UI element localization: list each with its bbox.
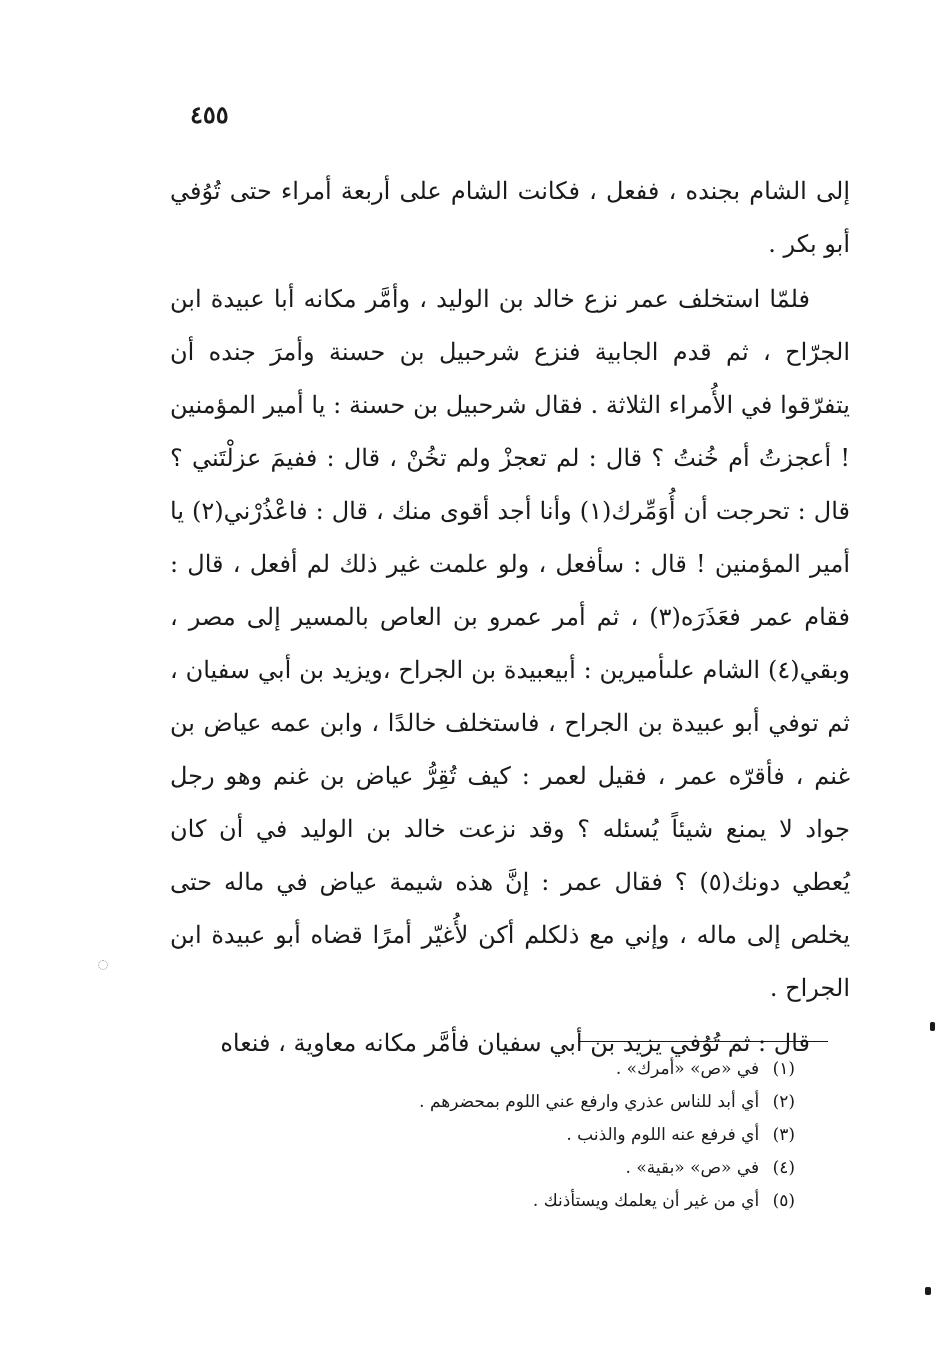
margin-mark [925, 1287, 931, 1295]
paragraph-2: فلمّا استخلف عمر نزع خالد بن الوليد ، وأمَّر مكانه أبا عبيدة ابن الجرّاح ، ثم قدم الجابية فنزع شرحبيل بن حسنة وأمرَ جنده أن يتفرّقوا في الأُمراء الثلاثة . فقال شرحبيل بن حسنة : يا أمير المؤمنين ! أعجزتُ أم خُنتُ ؟ قال : لم تعجزْ ولم تخُنْ ، قال : ففيمَ عزلْتَني ؟ قال : تحرجت أن أُوَمِّرك(١) وأنا أجد أقوى منك ، قال : فاعْذُرْني(٢) يا أمير المؤمنين ! قال : سأفعل ، ولو علمت غير ذلك لم أفعل ، قال : فقام عمر فعَذَرَه(٣) ، ثم أمر عمرو بن العاص بالمسير إلى مصر ، وبقي(٤) الشام علىأميرين : أبيعبيدة بن الجراح ،ويزيد بن أبي سفيان ، ثم توفي أبو عبيدة بن الجراح ، فاستخلف خالدًا ، وابن عمه عياض بن غنم ، فأقرّه عمر ، فقيل لعمر : كيف تُقِرُّ عياض بن غنم وهو رجل جواد لا يمنع شيئاً يُسئله ؟ وقد نزعت خالد بن الوليد في أن كان يُعطي دونك(٥) ؟ فقال عمر : إنَّ هذه شيمة عياض في ماله حتى يخلص إلى ماله ، وإني مع ذلكلم أكن لأُغيّر أمرًا قضاه أبو عبيدة ابن الجراح . [170, 285, 851, 1002]
footnote-number: (٤) [772, 1158, 795, 1178]
footnote-number: (١) [772, 1059, 795, 1079]
margin-mark [930, 1022, 935, 1031]
footnote-text: أي من غير أن يعلمك ويستأذنك . [532, 1191, 760, 1211]
main-text [170, 165, 850, 1072]
scan-speck [98, 960, 108, 970]
footnote-number: (٥) [772, 1191, 795, 1211]
footnote-5 [340, 1185, 795, 1218]
page-number: ٤٥٥ [190, 100, 229, 129]
paragraph-3: قال : ثم تُوُفي يزيد بن أبي سفيان فأمَّر مكانه معاوية ، فنعاه [220, 1029, 810, 1057]
footnote-1 [340, 1053, 795, 1086]
footnote-number: (٣) [772, 1125, 795, 1145]
footnote-3 [340, 1119, 795, 1152]
footnote-divider [578, 1041, 828, 1042]
footnotes [340, 1053, 795, 1218]
footnote-text: في «ص» «أمرك» . [615, 1059, 760, 1079]
footnote-4 [340, 1152, 795, 1185]
footnote-text: أي أبد للناس عذري وارفع عني اللوم بمحضرهم . [419, 1092, 760, 1112]
paragraph-1: إلى الشام بجنده ، ففعل ، فكانت الشام على أربعة أمراء حتى تُوُفي أبو بكر . [170, 177, 850, 258]
footnote-text: في «ص» «بقية» . [625, 1158, 760, 1178]
footnote-number: (٢) [772, 1092, 795, 1112]
footnote-text: أي فرفع عنه اللوم والذنب . [566, 1125, 760, 1145]
footnote-2 [340, 1086, 795, 1119]
